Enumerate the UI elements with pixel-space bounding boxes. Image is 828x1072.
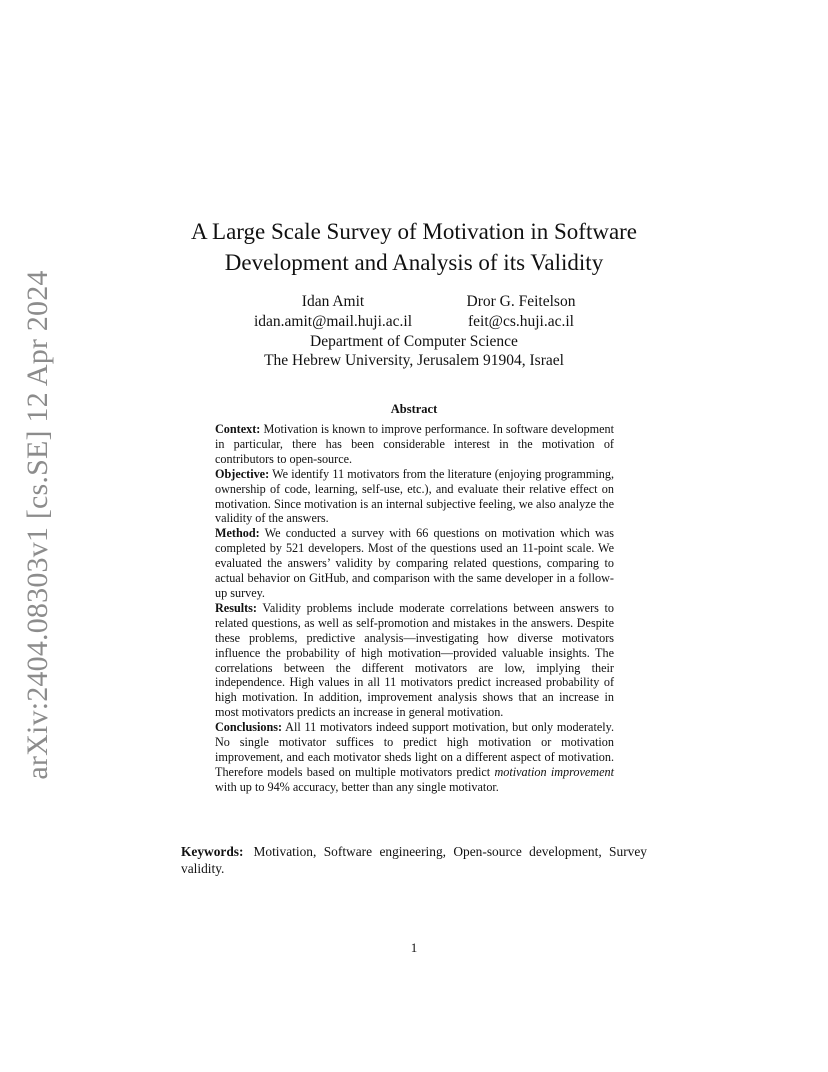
section-label: Objective: — [215, 466, 270, 481]
section-text: Motivation is known to improve performance. In software development in particular, there has been considerable interest in the motivation of contributors to open-source. — [215, 422, 614, 466]
abstract-context — [215, 422, 614, 467]
section-label: Conclusions: — [215, 720, 283, 735]
abstract-heading: Abstract — [390, 402, 438, 416]
arxiv-identifier-stamp: arXiv:2404.08303v1 [cs.SE] 12 Apr 2024 — [21, 270, 54, 780]
section-text: Validity problems include moderate correlations between answers to related questions, as well as self-promotion and mistakes in the answers. Despite these problems, predictive analysis—investigating how diverse motivators influence the probability of high motivation—provided valuable insights. The correlations between the different motivators are low, implying their independence. High values in all 11 motivators predict increased probability of high motivation. In addition, improvement analysis shows that an increase in most motivators predicts an increase in general motivation. — [215, 600, 615, 720]
keywords-text: Motivation, Software engineering, Open-source development, Survey validity. — [181, 844, 647, 876]
author-name: Idan Amit — [301, 293, 365, 310]
section-label: Method: — [215, 526, 260, 541]
section-text: with up to 94% accuracy, better than any single motivator. — [215, 779, 499, 794]
section-label: Results: — [215, 600, 257, 615]
abstract-conclusions — [215, 720, 614, 795]
keywords — [181, 843, 647, 877]
affiliation-university: The Hebrew University, Jerusalem 91904, Israel — [264, 352, 564, 369]
abstract-body — [215, 422, 614, 795]
author-1 — [228, 292, 438, 332]
title-line-1: A Large Scale Survey of Motivation in Software — [190, 219, 638, 244]
author-email: feit@cs.huji.ac.il — [468, 313, 574, 330]
section-text: We identify 11 motivators from the literature (enjoying programming, ownership of code, learning, self-use, etc.), and evaluate their relative effect on motivation. Since motivation is an internal subjective feeling, we also analyze the validity of the answers. — [215, 466, 614, 526]
abstract-method — [215, 526, 614, 601]
paper-title — [0, 216, 828, 278]
author-2 — [436, 292, 606, 332]
section-text: We conducted a survey with 66 questions on motivation which was completed by 521 developers. Most of the questions used an 11-point scale. We evaluated the answers’ validity by comparing related questions, comparing to actual behavior on GitHub, and comparison with the same developer in a follow-up survey. — [215, 526, 614, 600]
title-line-2: Development and Analysis of its Validity — [224, 250, 604, 275]
section-text: All 11 motivators indeed support motivation, but only moderately. No single motivator suffices to predict high motivation or motivation improvement, and each motivator sheds light on a different aspect of motivation. Therefore models based on multiple motivators predict — [215, 720, 614, 779]
author-name: Dror G. Feitelson — [466, 293, 576, 310]
page-number: 1 — [410, 940, 418, 955]
section-emphasis: motivation improvement — [494, 764, 614, 779]
affiliation-department: Department of Computer Science — [310, 333, 518, 350]
abstract-results — [215, 601, 614, 720]
keywords-label: Keywords: — [181, 844, 244, 859]
author-email: idan.amit@mail.huji.ac.il — [253, 313, 413, 330]
section-label: Context: — [215, 422, 261, 436]
abstract-objective — [215, 467, 614, 527]
